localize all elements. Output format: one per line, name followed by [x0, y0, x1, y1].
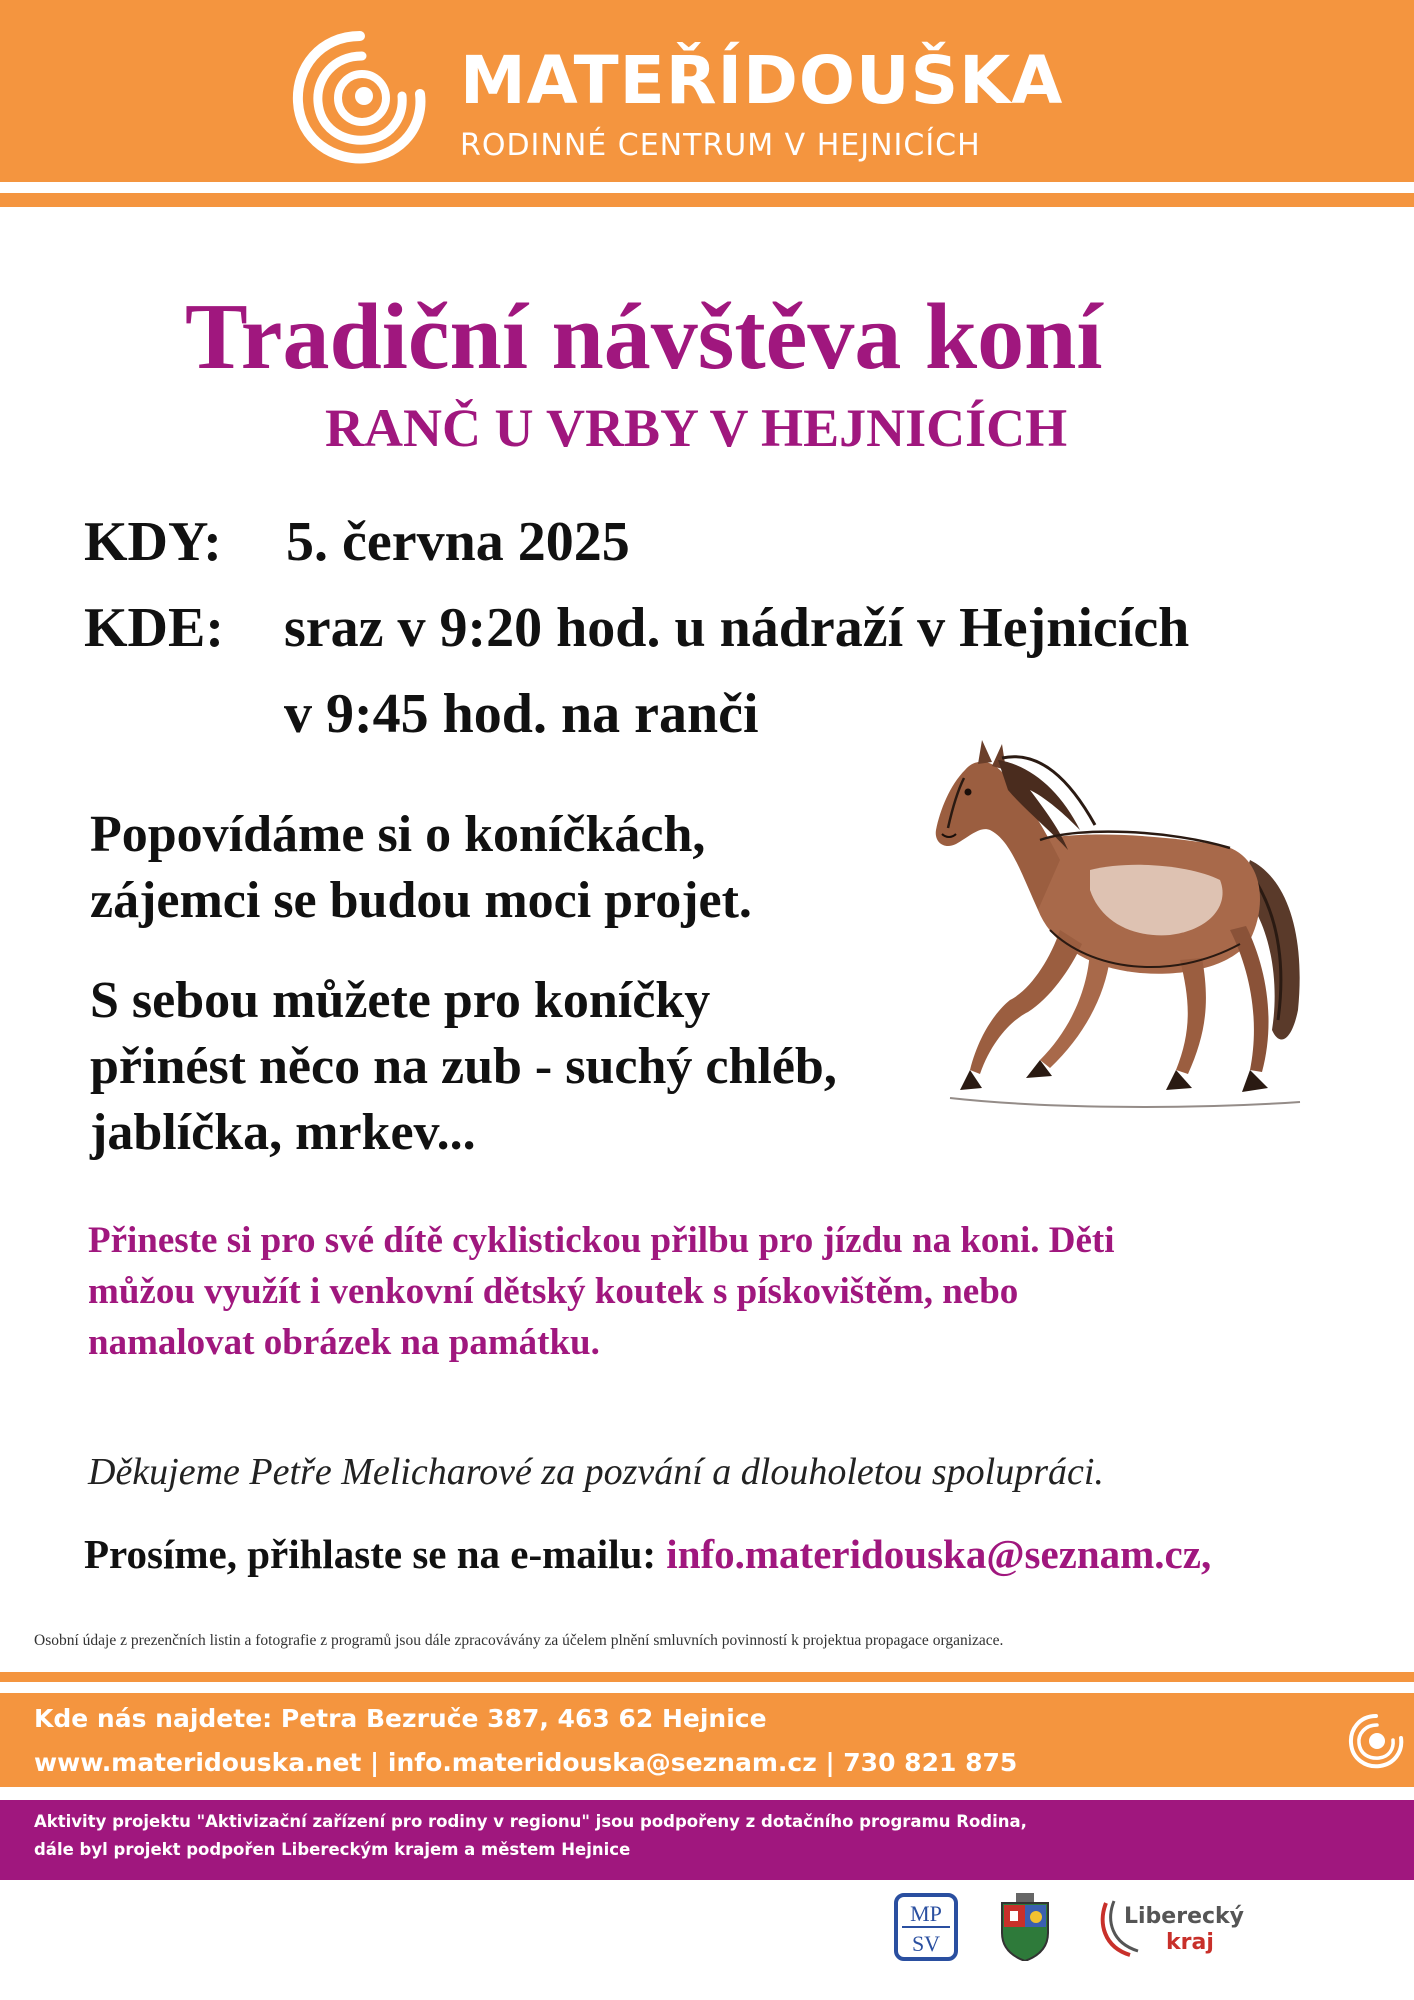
- when-value: 5. června 2025: [286, 511, 630, 573]
- header-divider: [0, 193, 1414, 207]
- materidouska-logo-icon: [290, 28, 430, 168]
- brand-name: MATEŘÍDOUŠKA: [460, 42, 1064, 119]
- helmet-note: [88, 1215, 1338, 1368]
- footer-divider: [0, 1672, 1414, 1682]
- paragraph-bring-line: S sebou můžete pro koníčky: [90, 972, 711, 1029]
- materidouska-small-logo-icon: [1347, 1712, 1405, 1770]
- brand-subtitle: RODINNÉ CENTRUM V HEJNICÍCH: [460, 128, 981, 163]
- funding-line-2: dále byl projekt podpořen Libereckým krajem a městem Hejnice: [34, 1840, 631, 1859]
- thanks-text: Děkujeme Petře Melicharové za pozvání a dlouholetou spolupráci.: [88, 1451, 1104, 1493]
- when-label: KDY:: [84, 511, 222, 573]
- horse-illustration-icon: [920, 730, 1320, 1120]
- register-line: [84, 1530, 1211, 1578]
- register-text: Prosíme, přihlaste se na e-mailu:: [84, 1531, 667, 1577]
- funding-line-1: Aktivity projektu "Aktivizační zařízení pro rodiny v regionu" jsou podpořeny z dotačního programu Rodina,: [34, 1812, 1027, 1831]
- liberecky-kraj-logo-icon: [1094, 1893, 1244, 1961]
- event-title: Tradiční návštěva koní: [185, 285, 1103, 389]
- footer-address: Kde nás najdete: Petra Bezruče 387, 463 62 Hejnice: [34, 1704, 767, 1733]
- mpsv-logo-bottom-text: SV: [911, 1931, 941, 1956]
- paragraph-talk: [90, 802, 752, 934]
- mpsv-logo-top-text: MP: [910, 1901, 942, 1926]
- where-value-1: sraz v 9:20 hod. u nádraží v Hejnicích: [284, 597, 1190, 659]
- event-location-title: RANČ U VRBY V HEJNICÍCH: [325, 398, 1068, 458]
- liberecky-logo-line1: Liberecký: [1124, 1904, 1244, 1929]
- paragraph-talk-line: zájemci se budou moci projet.: [90, 872, 752, 929]
- paragraph-bring: [90, 968, 837, 1166]
- liberecky-logo-line2: kraj: [1166, 1930, 1214, 1955]
- paragraph-bring-line: přinést něco na zub - suchý chléb,: [90, 1038, 837, 1095]
- helmet-note-line: Přineste si pro své dítě cyklistickou přilbu pro jízdu na koni. Děti: [88, 1220, 1115, 1261]
- paragraph-bring-line: jablíčka, mrkev...: [90, 1104, 476, 1161]
- helmet-note-line: můžou využít i venkovní dětský koutek s pískovištěm, nebo: [88, 1271, 1019, 1312]
- where-value-2: v 9:45 hod. na ranči: [284, 683, 759, 745]
- gdpr-notice: Osobní údaje z prezenčních listin a fotografie z programů jsou dále zpracovávány za účelem plnění smluvních povinností k projektua propagace organizace.: [34, 1632, 1004, 1649]
- hejnice-coat-of-arms-icon: [996, 1893, 1054, 1961]
- mpsv-logo-icon: [894, 1893, 958, 1961]
- helmet-note-line: namalovat obrázek na památku.: [88, 1322, 600, 1363]
- register-email-link[interactable]: info.materidouska@seznam.cz,: [666, 1531, 1212, 1577]
- footer-contacts[interactable]: www.materidouska.net | info.materidouska@seznam.cz | 730 821 875: [34, 1748, 1018, 1777]
- where-label: KDE:: [84, 597, 224, 659]
- paragraph-talk-line: Popovídáme si o koníčkách,: [90, 806, 706, 863]
